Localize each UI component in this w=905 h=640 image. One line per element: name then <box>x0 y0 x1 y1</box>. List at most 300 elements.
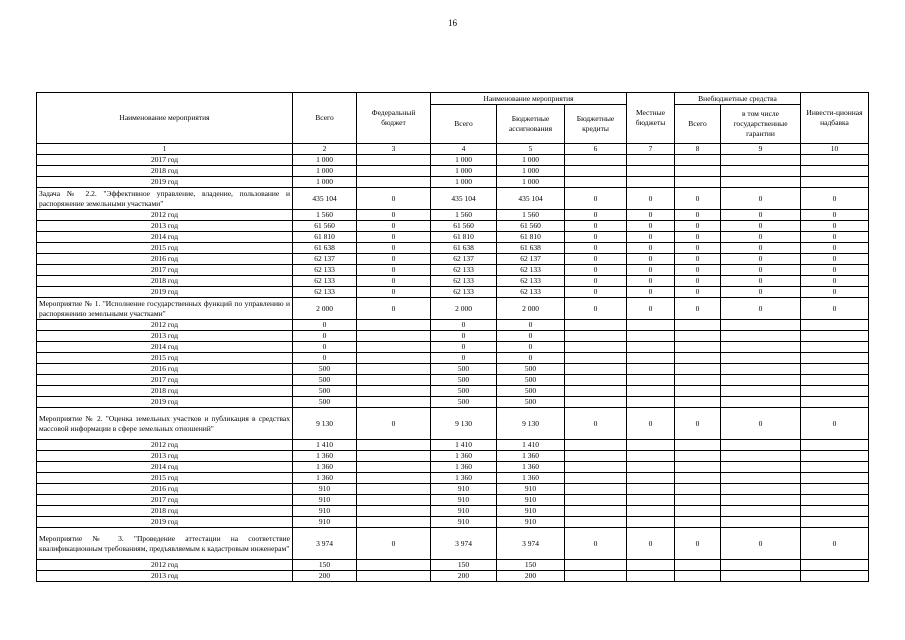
amount-cell: 0 <box>565 254 627 265</box>
amount-cell: 1 000 <box>497 155 565 166</box>
amount-cell: 0 <box>497 342 565 353</box>
year-label: 2018 год <box>37 386 293 397</box>
amount-cell <box>627 517 675 528</box>
amount-cell <box>675 166 721 177</box>
amount-cell: 0 <box>357 287 431 298</box>
amount-cell <box>721 440 801 451</box>
amount-cell: 0 <box>675 243 721 254</box>
amount-cell <box>675 560 721 571</box>
year-row <box>37 386 869 397</box>
amount-cell <box>565 397 627 408</box>
amount-cell <box>357 484 431 495</box>
amount-cell <box>565 353 627 364</box>
amount-cell: 61 638 <box>497 243 565 254</box>
measure-name: Мероприятие № 1. "Исполнение государственных функций по управлению и распоряжению земельными участками" <box>37 298 293 320</box>
header-credits: Бюджетные кредиты <box>565 105 627 144</box>
amount-cell: 0 <box>675 254 721 265</box>
year-label: 2017 год <box>37 375 293 386</box>
amount-cell: 0 <box>721 408 801 440</box>
amount-cell: 0 <box>357 243 431 254</box>
amount-cell: 0 <box>627 276 675 287</box>
year-label: 2018 год <box>37 166 293 177</box>
amount-cell: 1 360 <box>431 451 497 462</box>
amount-cell: 0 <box>721 528 801 560</box>
measure-name: Мероприятие № 3. "Проведение аттестации на соответствие квалификационным требованиям, предъявляемым к кадастровым инженерам" <box>37 528 293 560</box>
amount-cell: 0 <box>675 232 721 243</box>
amount-cell: 500 <box>431 364 497 375</box>
amount-cell: 0 <box>721 276 801 287</box>
amount-cell <box>357 495 431 506</box>
amount-cell: 1 560 <box>293 210 357 221</box>
amount-cell <box>721 462 801 473</box>
header-federal: Федеральный бюджет <box>357 93 431 144</box>
amount-cell <box>357 331 431 342</box>
amount-cell: 435 104 <box>293 188 357 210</box>
amount-cell <box>627 397 675 408</box>
measure-row <box>37 528 869 560</box>
year-label: 2017 год <box>37 155 293 166</box>
amount-cell: 500 <box>431 397 497 408</box>
amount-cell <box>675 342 721 353</box>
amount-cell: 1 000 <box>293 155 357 166</box>
header-group-regional: Наименование мероприятия <box>431 93 627 105</box>
amount-cell <box>721 571 801 582</box>
amount-cell <box>801 462 869 473</box>
amount-cell <box>627 462 675 473</box>
amount-cell: 0 <box>497 320 565 331</box>
amount-cell <box>357 353 431 364</box>
year-row <box>37 254 869 265</box>
amount-cell: 1 360 <box>497 451 565 462</box>
amount-cell: 910 <box>497 506 565 517</box>
amount-cell <box>565 177 627 188</box>
amount-cell <box>565 473 627 484</box>
year-label: 2015 год <box>37 353 293 364</box>
amount-cell: 910 <box>497 495 565 506</box>
year-row <box>37 375 869 386</box>
measure-row <box>37 298 869 320</box>
column-number: 6 <box>565 144 627 155</box>
measure-name: Мероприятие № 2. "Оценка земельных участков и публикация в средствах массовой информации в сфере земельных отношений" <box>37 408 293 440</box>
amount-cell <box>801 440 869 451</box>
amount-cell: 0 <box>293 342 357 353</box>
amount-cell: 0 <box>675 276 721 287</box>
amount-cell: 0 <box>721 243 801 254</box>
amount-cell <box>801 571 869 582</box>
amount-cell: 62 133 <box>431 276 497 287</box>
year-label: 2019 год <box>37 517 293 528</box>
year-label: 2012 год <box>37 440 293 451</box>
amount-cell: 0 <box>497 331 565 342</box>
amount-cell: 910 <box>293 517 357 528</box>
amount-cell: 1 360 <box>293 462 357 473</box>
year-label: 2013 год <box>37 221 293 232</box>
year-row <box>37 232 869 243</box>
measure-row <box>37 188 869 210</box>
amount-cell <box>565 386 627 397</box>
amount-cell: 0 <box>675 287 721 298</box>
amount-cell: 1 360 <box>293 451 357 462</box>
year-row <box>37 243 869 254</box>
year-row <box>37 342 869 353</box>
amount-cell: 0 <box>675 221 721 232</box>
amount-cell: 435 104 <box>431 188 497 210</box>
year-row <box>37 397 869 408</box>
amount-cell: 2 000 <box>431 298 497 320</box>
amount-cell: 0 <box>801 528 869 560</box>
amount-cell: 62 137 <box>431 254 497 265</box>
amount-cell <box>801 177 869 188</box>
amount-cell: 61 638 <box>431 243 497 254</box>
amount-cell: 0 <box>801 188 869 210</box>
amount-cell: 3 974 <box>431 528 497 560</box>
amount-cell <box>627 571 675 582</box>
amount-cell <box>801 517 869 528</box>
amount-cell: 62 137 <box>497 254 565 265</box>
amount-cell: 910 <box>431 506 497 517</box>
amount-cell <box>627 506 675 517</box>
amount-cell: 1 360 <box>497 462 565 473</box>
amount-cell <box>721 451 801 462</box>
amount-cell <box>627 342 675 353</box>
year-row <box>37 462 869 473</box>
amount-cell <box>357 375 431 386</box>
amount-cell <box>721 397 801 408</box>
amount-cell: 500 <box>293 375 357 386</box>
amount-cell: 0 <box>565 298 627 320</box>
amount-cell <box>675 375 721 386</box>
amount-cell <box>357 166 431 177</box>
year-row <box>37 473 869 484</box>
amount-cell: 61 810 <box>497 232 565 243</box>
amount-cell: 0 <box>675 265 721 276</box>
amount-cell: 500 <box>431 386 497 397</box>
year-row <box>37 320 869 331</box>
year-label: 2012 год <box>37 560 293 571</box>
amount-cell: 0 <box>721 265 801 276</box>
amount-cell: 0 <box>431 353 497 364</box>
column-number: 2 <box>293 144 357 155</box>
column-number: 5 <box>497 144 565 155</box>
amount-cell: 0 <box>357 408 431 440</box>
amount-cell <box>357 462 431 473</box>
amount-cell: 0 <box>357 276 431 287</box>
amount-cell <box>565 166 627 177</box>
amount-cell <box>721 386 801 397</box>
amount-cell: 0 <box>293 353 357 364</box>
amount-cell <box>801 386 869 397</box>
amount-cell <box>675 495 721 506</box>
amount-cell <box>675 462 721 473</box>
amount-cell: 0 <box>801 210 869 221</box>
amount-cell <box>721 517 801 528</box>
amount-cell: 910 <box>293 495 357 506</box>
amount-cell <box>357 364 431 375</box>
amount-cell <box>801 451 869 462</box>
year-label: 2017 год <box>37 495 293 506</box>
amount-cell: 0 <box>565 287 627 298</box>
amount-cell: 500 <box>497 397 565 408</box>
amount-cell: 910 <box>497 517 565 528</box>
year-label: 2013 год <box>37 331 293 342</box>
amount-cell <box>801 506 869 517</box>
amount-cell: 0 <box>721 298 801 320</box>
column-number: 7 <box>627 144 675 155</box>
amount-cell <box>357 177 431 188</box>
year-row <box>37 506 869 517</box>
amount-cell <box>357 517 431 528</box>
year-label: 2016 год <box>37 364 293 375</box>
amount-cell: 61 560 <box>293 221 357 232</box>
amount-cell <box>357 506 431 517</box>
amount-cell: 61 560 <box>497 221 565 232</box>
amount-cell: 0 <box>565 221 627 232</box>
amount-cell: 150 <box>497 560 565 571</box>
year-row <box>37 353 869 364</box>
amount-cell: 0 <box>627 210 675 221</box>
amount-cell: 2 000 <box>293 298 357 320</box>
amount-cell <box>675 386 721 397</box>
amount-cell: 0 <box>357 265 431 276</box>
amount-cell: 0 <box>801 287 869 298</box>
amount-cell: 62 137 <box>293 254 357 265</box>
amount-cell <box>565 571 627 582</box>
amount-cell <box>675 451 721 462</box>
column-number: 1 <box>37 144 293 155</box>
amount-cell <box>627 166 675 177</box>
amount-cell <box>627 560 675 571</box>
amount-cell: 1 000 <box>293 166 357 177</box>
amount-cell: 62 133 <box>497 276 565 287</box>
amount-cell <box>357 473 431 484</box>
amount-cell <box>357 397 431 408</box>
amount-cell <box>565 320 627 331</box>
amount-cell: 910 <box>293 506 357 517</box>
year-label: 2015 год <box>37 473 293 484</box>
year-label: 2017 год <box>37 265 293 276</box>
amount-cell <box>675 331 721 342</box>
amount-cell <box>801 353 869 364</box>
amount-cell: 0 <box>721 188 801 210</box>
amount-cell: 150 <box>431 560 497 571</box>
amount-cell <box>801 560 869 571</box>
amount-cell: 1 000 <box>497 166 565 177</box>
amount-cell <box>357 571 431 582</box>
year-row <box>37 571 869 582</box>
year-label: 2019 год <box>37 287 293 298</box>
amount-cell: 0 <box>675 210 721 221</box>
amount-cell <box>627 473 675 484</box>
year-label: 2016 год <box>37 254 293 265</box>
amount-cell <box>565 484 627 495</box>
amount-cell: 0 <box>721 221 801 232</box>
year-row <box>37 221 869 232</box>
budget-table <box>36 92 869 582</box>
year-row <box>37 440 869 451</box>
amount-cell: 500 <box>497 386 565 397</box>
year-row <box>37 560 869 571</box>
year-label: 2014 год <box>37 462 293 473</box>
amount-cell <box>627 484 675 495</box>
amount-cell: 150 <box>293 560 357 571</box>
amount-cell: 910 <box>431 484 497 495</box>
column-number: 8 <box>675 144 721 155</box>
year-row <box>37 331 869 342</box>
amount-cell: 200 <box>497 571 565 582</box>
amount-cell <box>721 506 801 517</box>
amount-cell <box>801 342 869 353</box>
amount-cell <box>801 155 869 166</box>
amount-cell: 62 133 <box>497 265 565 276</box>
amount-cell: 1 000 <box>497 177 565 188</box>
amount-cell <box>357 386 431 397</box>
amount-cell <box>801 364 869 375</box>
amount-cell <box>801 473 869 484</box>
amount-cell <box>801 166 869 177</box>
amount-cell <box>801 331 869 342</box>
page-number: 16 <box>448 18 457 28</box>
amount-cell: 1 410 <box>497 440 565 451</box>
amount-cell: 62 133 <box>293 276 357 287</box>
amount-cell <box>801 484 869 495</box>
amount-cell: 0 <box>627 265 675 276</box>
amount-cell: 910 <box>431 517 497 528</box>
amount-cell <box>675 320 721 331</box>
year-row <box>37 287 869 298</box>
amount-cell <box>565 495 627 506</box>
amount-cell <box>675 364 721 375</box>
amount-cell: 0 <box>627 232 675 243</box>
measure-name: Задача № 2.2. "Эффективное управление, владение, пользование и распоряжение земельными участками" <box>37 188 293 210</box>
amount-cell <box>565 155 627 166</box>
amount-cell <box>627 320 675 331</box>
amount-cell: 1 360 <box>431 462 497 473</box>
amount-cell: 0 <box>675 298 721 320</box>
amount-cell: 500 <box>293 386 357 397</box>
amount-cell: 61 560 <box>431 221 497 232</box>
amount-cell <box>565 440 627 451</box>
amount-cell: 0 <box>801 265 869 276</box>
amount-cell: 0 <box>565 232 627 243</box>
amount-cell <box>721 155 801 166</box>
amount-cell: 0 <box>721 232 801 243</box>
amount-cell: 0 <box>431 320 497 331</box>
amount-cell: 0 <box>801 298 869 320</box>
amount-cell: 0 <box>801 232 869 243</box>
amount-cell: 200 <box>293 571 357 582</box>
amount-cell: 9 130 <box>293 408 357 440</box>
amount-cell: 1 560 <box>497 210 565 221</box>
amount-cell: 0 <box>801 221 869 232</box>
year-label: 2013 год <box>37 571 293 582</box>
amount-cell: 0 <box>675 188 721 210</box>
year-row <box>37 364 869 375</box>
amount-cell: 0 <box>565 188 627 210</box>
amount-cell <box>565 342 627 353</box>
amount-cell: 0 <box>357 210 431 221</box>
amount-cell: 0 <box>293 331 357 342</box>
amount-cell: 0 <box>293 320 357 331</box>
header-invest: Инвести-ционная надбавка <box>801 93 869 144</box>
amount-cell: 0 <box>357 298 431 320</box>
column-number: 9 <box>721 144 801 155</box>
year-row <box>37 495 869 506</box>
amount-cell: 3 974 <box>497 528 565 560</box>
amount-cell: 0 <box>627 528 675 560</box>
amount-cell <box>675 484 721 495</box>
year-row <box>37 177 869 188</box>
year-label: 2013 год <box>37 451 293 462</box>
amount-cell <box>721 484 801 495</box>
amount-cell: 1 360 <box>293 473 357 484</box>
amount-cell: 61 638 <box>293 243 357 254</box>
amount-cell <box>675 155 721 166</box>
year-label: 2012 год <box>37 320 293 331</box>
amount-cell <box>627 331 675 342</box>
amount-cell <box>801 397 869 408</box>
year-label: 2012 год <box>37 210 293 221</box>
amount-cell <box>565 517 627 528</box>
amount-cell: 62 133 <box>497 287 565 298</box>
amount-cell <box>675 353 721 364</box>
amount-cell: 1 560 <box>431 210 497 221</box>
amount-cell <box>721 473 801 484</box>
year-row <box>37 265 869 276</box>
amount-cell <box>627 177 675 188</box>
amount-cell: 3 974 <box>293 528 357 560</box>
amount-cell <box>721 364 801 375</box>
amount-cell: 910 <box>293 484 357 495</box>
column-number: 4 <box>431 144 497 155</box>
amount-cell: 910 <box>431 495 497 506</box>
amount-cell: 1 360 <box>431 473 497 484</box>
amount-cell: 0 <box>801 254 869 265</box>
amount-cell <box>627 451 675 462</box>
amount-cell: 1 410 <box>293 440 357 451</box>
year-row <box>37 166 869 177</box>
year-label: 2015 год <box>37 243 293 254</box>
header-name: Наименование мероприятия <box>37 93 293 144</box>
amount-cell: 62 133 <box>293 287 357 298</box>
amount-cell: 0 <box>627 254 675 265</box>
amount-cell <box>675 177 721 188</box>
amount-cell: 9 130 <box>497 408 565 440</box>
amount-cell <box>565 451 627 462</box>
amount-cell <box>721 375 801 386</box>
amount-cell <box>801 375 869 386</box>
year-row <box>37 484 869 495</box>
amount-cell: 1 000 <box>431 155 497 166</box>
amount-cell <box>357 560 431 571</box>
year-row <box>37 276 869 287</box>
amount-cell: 0 <box>565 276 627 287</box>
header-extra-total: Всего <box>675 105 721 144</box>
amount-cell <box>565 375 627 386</box>
year-row <box>37 155 869 166</box>
amount-cell: 0 <box>357 232 431 243</box>
year-label: 2014 год <box>37 342 293 353</box>
amount-cell: 1 000 <box>431 177 497 188</box>
amount-cell: 61 810 <box>431 232 497 243</box>
year-label: 2018 год <box>37 276 293 287</box>
header-allocations: Бюджетные ассигнования <box>497 105 565 144</box>
amount-cell: 1 000 <box>431 166 497 177</box>
amount-cell: 0 <box>721 210 801 221</box>
amount-cell: 500 <box>431 375 497 386</box>
amount-cell: 61 810 <box>293 232 357 243</box>
amount-cell <box>721 495 801 506</box>
amount-cell: 0 <box>627 408 675 440</box>
